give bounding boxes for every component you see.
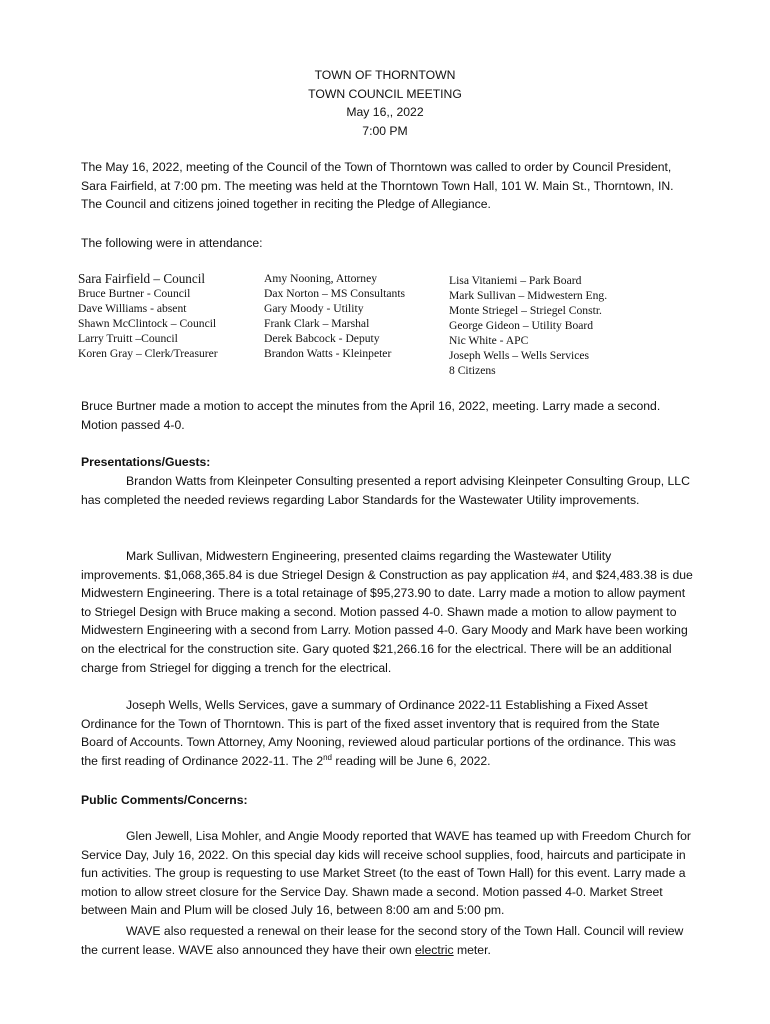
public-comments-heading: Public Comments/Concerns: [81, 793, 248, 807]
paragraph-text: reading will be June 6, 2022. [332, 753, 491, 768]
attendee: Bruce Burtner - Council [78, 287, 191, 300]
attendee: Lisa Vitaniemi – Park Board [449, 274, 582, 287]
presentation-paragraph-3 [81, 696, 693, 770]
attendee: Nic White - APC [449, 334, 529, 347]
document-header [0, 66, 770, 140]
intro-paragraph: The May 16, 2022, meeting of the Council of the Town of Thorntown was called to order by Council President, Sara Fairfield, at 7:00 pm. The meeting was held at the Thorntown Town Hall, 101 W. Main St., Thorntown, IN. The Council and citizens joined together in reciting the Pledge of Allegiance. [81, 160, 674, 212]
presentations-heading: Presentations/Guests: [81, 455, 211, 469]
attendee: Mark Sullivan – Midwestern Eng. [449, 289, 608, 302]
attendee: Amy Nooning, Attorney [264, 272, 378, 285]
attendee: Dax Norton – MS Consultants [264, 287, 406, 300]
underlined-word: electric [415, 942, 454, 957]
attendee: George Gideon – Utility Board [449, 319, 594, 332]
public-comments-paragraph-1: Glen Jewell, Lisa Mohler, and Angie Moody reported that WAVE has teamed up with Freedom Church for Service Day, July 16, 2022. On this special day kids will receive school supplies, food, haircuts and participate in fun activities. The group is requesting to use Market Street (to the east of Town Hall) for this event. Larry made a motion to allow street closure for the Service Day. Shawn made a second. Motion passed 4-0. Market Street between Main and Plum will be closed July 16, between 8:00 am and 5:00 pm. [81, 829, 691, 918]
public-comments-paragraph-2 [81, 922, 693, 959]
attendee: Brandon Watts - Kleinpeter [264, 347, 392, 360]
attendee: Frank Clark – Marshal [264, 317, 370, 330]
meeting-time: 7:00 PM [362, 123, 408, 138]
attendee: Dave Williams - absent [78, 302, 187, 315]
attendee: Derek Babcock - Deputy [264, 332, 380, 345]
meeting-title: TOWN COUNCIL MEETING [308, 86, 462, 101]
presentation-paragraph-2: Mark Sullivan, Midwestern Engineering, presented claims regarding the Wastewater Utility improvements. $1,068,365.84 is due Striegel Design & Construction as pay application #4, and $24,483.38 is due Midwestern Engineering. There is a total retainage of $95,273.90 to date. Larry made a motion to allow payment to Striegel Design with Bruce making a second. Motion passed 4-0. Shawn made a motion to allow payment to Midwestern Engineering with a second from Larry. Motion passed 4-0. Gary Moody and Mark have been working on the electrical for the construction site. Gary quoted $21,266.16 for the electrical. There will be an additional charge from Striegel for digging a trench for the electrical. [81, 549, 693, 675]
attendee: Koren Gray – Clerk/Treasurer [78, 347, 218, 360]
attendee: Joseph Wells – Wells Services [449, 349, 590, 362]
attendee: Sara Fairfield – Council [78, 271, 206, 286]
attendee: Gary Moody - Utility [264, 302, 364, 315]
ordinal-suffix: nd [323, 752, 333, 762]
meeting-date: May 16,, 2022 [346, 105, 424, 120]
attendance-column-staff [264, 271, 405, 361]
town-name: TOWN OF THORNTOWN [314, 68, 456, 82]
attendee: Monte Striegel – Striegel Constr. [449, 304, 602, 317]
attendee: 8 Citizens [449, 364, 496, 377]
paragraph-text: WAVE also requested a renewal on their lease for the second story of the Town Hall. Council will review the current lease. WAVE also announced they have their own [81, 924, 684, 957]
attendance-column-guests [449, 273, 607, 378]
attendance-intro: The following were in attendance: [81, 236, 263, 250]
paragraph-text: Joseph Wells, Wells Services, gave a summary of Ordinance 2022-11 Establishing a Fixed Asset Ordinance for the Town of Thorntown. This is part of the fixed asset inventory that is required from the State Board of Accounts. Town Attorney, Amy Nooning, reviewed aloud particular portions of the ordinance. This was the first reading of Ordinance 2022-11. The 2 [81, 698, 676, 768]
attendance-column-council [78, 271, 218, 361]
attendee: Shawn McClintock – Council [78, 317, 217, 330]
attendee: Larry Truitt –Council [78, 332, 178, 345]
presentation-paragraph-1: Brandon Watts from Kleinpeter Consulting presented a report advising Kleinpeter Consulting Group, LLC has completed the needed reviews regarding Labor Standards for the Wastewater Utility improvements. [81, 474, 690, 507]
minutes-motion-paragraph: Bruce Burtner made a motion to accept the minutes from the April 16, 2022, meeting. Larry made a second. Motion passed 4-0. [81, 399, 661, 432]
paragraph-text: meter. [453, 942, 491, 957]
